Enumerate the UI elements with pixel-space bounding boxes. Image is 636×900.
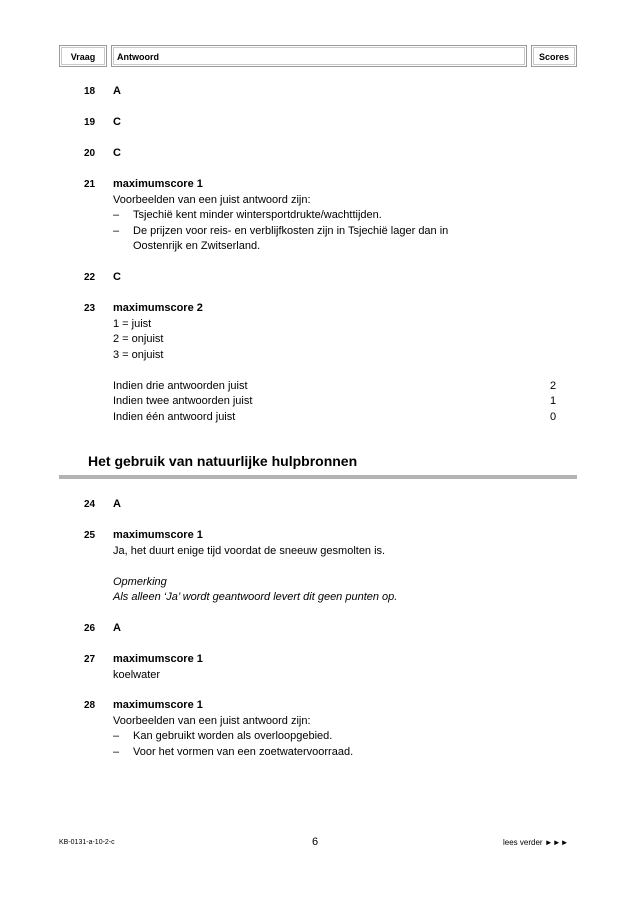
score-label: Indien drie antwoorden juist [113, 379, 248, 392]
dash: – [113, 745, 120, 758]
answer-item [113, 729, 543, 745]
section-divider [59, 475, 577, 479]
score-label: Indien één antwoord juist [113, 410, 236, 423]
remark-text: Als alleen ‘Ja’ wordt geantwoord levert dit geen punten op. [113, 591, 398, 603]
document-code: KB-0131-a-10-2-c [59, 839, 115, 846]
answer-item [113, 745, 543, 761]
section-title: Het gebruik van natuurlijke hulpbronnen [88, 453, 358, 469]
max-score: maximumscore 1 [113, 529, 203, 541]
question-number: 26 [84, 623, 96, 634]
remark-title: Opmerking [113, 575, 167, 588]
header-scores: Scores [531, 45, 577, 67]
answer-item [113, 208, 543, 224]
score-value: 0 [549, 410, 557, 423]
answer-text: Ja, het duurt enige tijd voordat de sneeuw gesmolten is. [113, 544, 386, 557]
answer: A [113, 622, 121, 634]
score-value: 2 [549, 379, 557, 392]
answer-text: koelwater [113, 668, 161, 681]
answer-line: 3 = onjuist [113, 348, 164, 361]
answer: A [113, 498, 121, 510]
continue-indicator: lees verder ►►► [503, 838, 569, 847]
header-antwoord: Antwoord [111, 45, 527, 67]
answer-item [113, 224, 543, 240]
page-number: 6 [312, 836, 319, 848]
answer: A [113, 85, 121, 97]
answer-line: 2 = onjuist [113, 333, 164, 345]
answer-intro: Voorbeelden van een juist antwoord zijn: [113, 193, 311, 206]
answer-item-continued: Oostenrijk en Zwitserland. [133, 240, 261, 252]
answer-item-text: Tsjechië kent minder wintersportdrukte/wachttijden. [133, 209, 382, 221]
max-score: maximumscore 1 [113, 178, 203, 190]
question-number: 23 [84, 303, 96, 314]
header-vraag: Vraag [59, 45, 107, 67]
max-score: maximumscore 1 [113, 699, 203, 711]
answer: C [113, 271, 121, 283]
answer-item-text: Kan gebruikt worden als overloopgebied. [133, 730, 333, 742]
score-row [113, 394, 557, 410]
question-number: 25 [84, 530, 96, 541]
question-number: 27 [84, 654, 96, 665]
dash: – [113, 209, 120, 221]
answer: C [113, 147, 121, 159]
question-number: 18 [84, 86, 96, 97]
dash: – [113, 224, 120, 237]
score-value: 1 [549, 395, 557, 407]
score-row [113, 379, 557, 395]
score-label: Indien twee antwoorden juist [113, 395, 253, 407]
answer-intro: Voorbeelden van een juist antwoord zijn: [113, 714, 311, 727]
answer-item-text: De prijzen voor reis- en verblijfkosten zijn in Tsjechië lager dan in [133, 224, 449, 237]
question-number: 19 [84, 117, 96, 128]
question-number: 21 [84, 179, 96, 190]
question-number: 22 [84, 272, 96, 283]
question-number: 28 [84, 700, 96, 711]
answer: C [113, 116, 121, 128]
answer-line: 1 = juist [113, 317, 152, 330]
question-number: 24 [84, 499, 96, 510]
question-number: 20 [84, 148, 96, 159]
max-score: maximumscore 1 [113, 653, 203, 665]
dash: – [113, 730, 120, 742]
score-row [113, 410, 557, 426]
answer-item-text: Voor het vormen van een zoetwatervoorraad. [133, 745, 354, 758]
max-score: maximumscore 2 [113, 302, 203, 314]
